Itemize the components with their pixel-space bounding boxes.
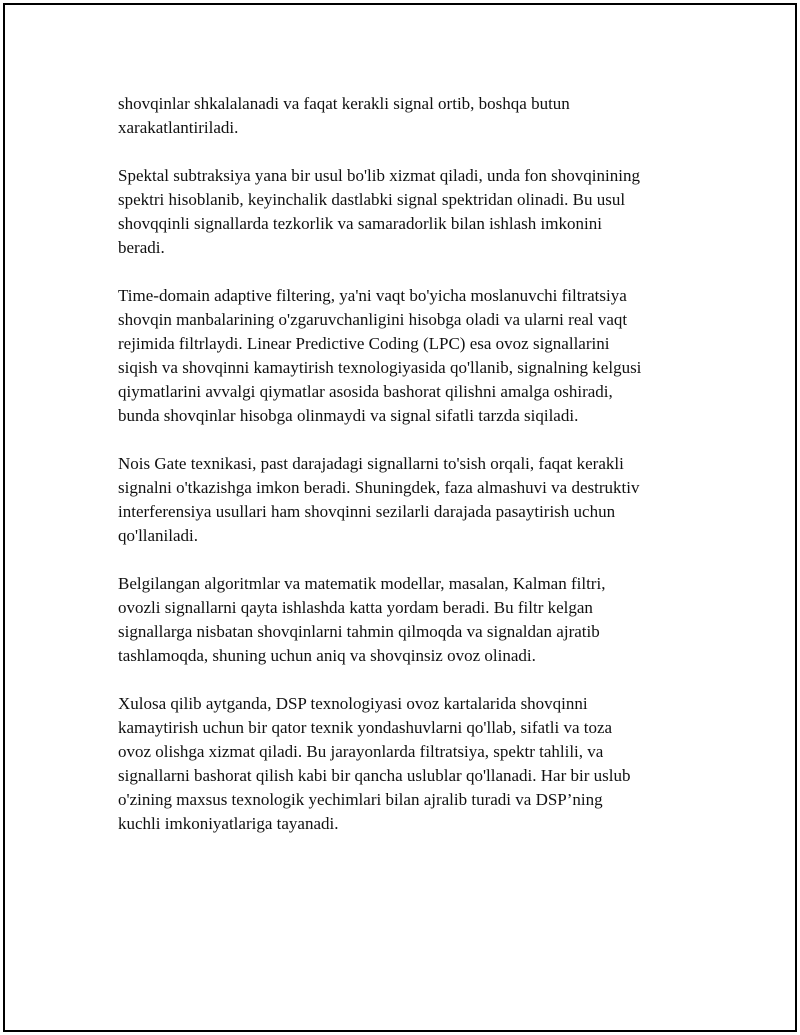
paragraph-3: Time-domain adaptive filtering, ya'ni vaqt bo'yicha moslanuvchi filtratsiya shovqin manbalarining o'zgaruvchanligini hisobga oladi va ularni real vaqt rejimida filtrlaydi. Linear Predictive Coding (LPC) esa ovoz signallarini siqish va shovqinni kamaytirish texnologiyasida qo'llanib, signalning kelgusi qiymatlarini avvalgi qiymatlar asosida bashorat qilishni amalga oshiradi, bunda shovqinlar hisobga olinmaydi va signal sifatli tarzda siqiladi. <box>118 286 642 425</box>
document-body <box>118 92 688 860</box>
paragraph-6: Xulosa qilib aytganda, DSP texnologiyasi ovoz kartalarida shovqinni kamaytirish uchun bir qator texnik yondashuvlarni qo'llab, sifatli va toza ovoz olishga xizmat qiladi. Bu jarayonlarda filtratsiya, spektr tahlili, va signallarni bashorat qilish kabi bir qancha uslublar qo'llanadi. Har bir uslub o'zining maxsus texnologik yechimlari bilan ajralib turadi va DSP’ning kuchli imkoniyatlariga tayanadi. <box>118 694 631 833</box>
paragraph-4: Nois Gate texnikasi, past darajadagi signallarni to'sish orqali, faqat kerakli signalni o'tkazishga imkon beradi. Shuningdek, faza almashuvi va destruktiv interferensiya usullari ham shovqinni sezilarli darajada pasaytirish uchun qo'llaniladi. <box>118 454 640 545</box>
paragraph-1: shovqinlar shkalalanadi va faqat kerakli signal ortib, boshqa butun xarakatlantiriladi. <box>118 94 570 137</box>
paragraph-2: Spektal subtraksiya yana bir usul bo'lib xizmat qiladi, unda fon shovqinining spektri hisoblanib, keyinchalik dastlabki signal spektridan olinadi. Bu usul shovqqinli signallarda tezkorlik va samaradorlik bilan ishlash imkonini beradi. <box>118 166 640 257</box>
paragraph-5: Belgilangan algoritmlar va matematik modellar, masalan, Kalman filtri, ovozli signallarni qayta ishlashda katta yordam beradi. Bu filtr kelgan signallarga nisbatan shovqinlarni tahmin qilmoqda va signaldan ajratib tashlamoqda, shuning uchun aniq va shovqinsiz ovoz olinadi. <box>118 574 606 665</box>
